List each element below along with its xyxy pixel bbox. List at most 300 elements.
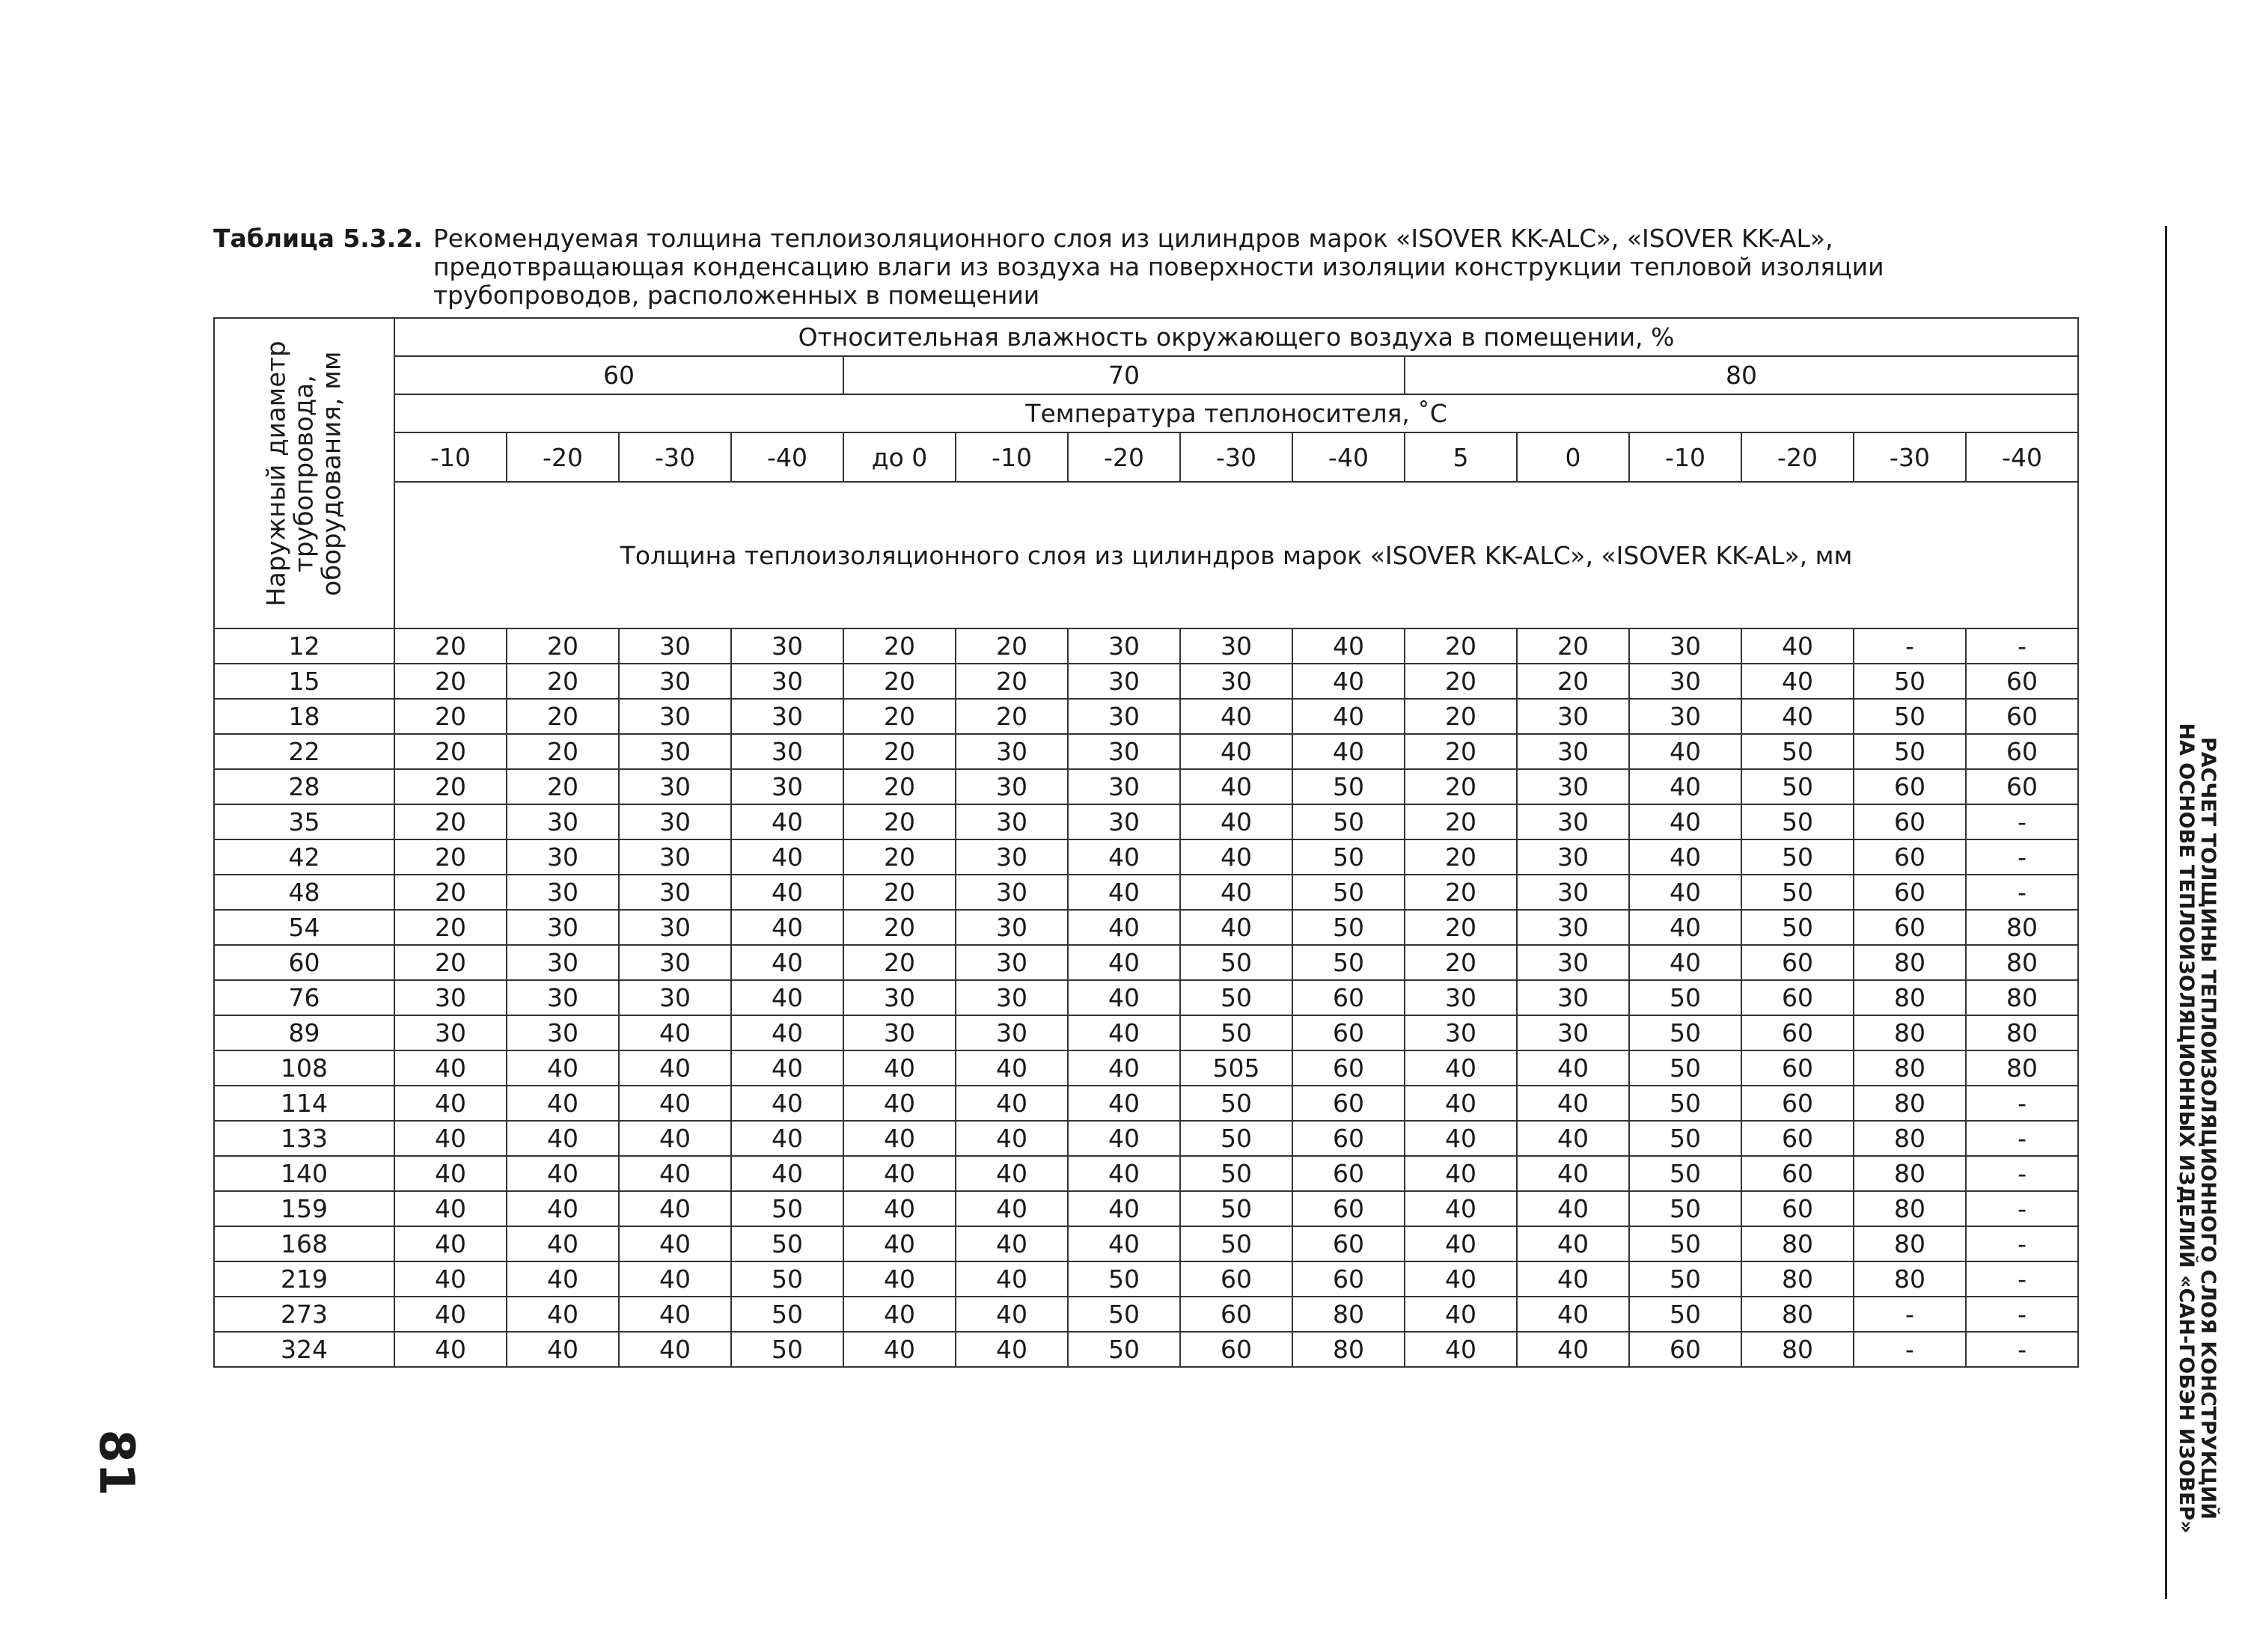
thickness-cell: 80 (1854, 1015, 1966, 1050)
thickness-cell: 50 (1629, 1191, 1741, 1226)
thickness-cell: 80 (1854, 1121, 1966, 1156)
thickness-cell: 40 (1068, 1086, 1180, 1121)
diameter-cell: 22 (214, 734, 394, 769)
thickness-cell: 30 (619, 945, 731, 980)
diameter-cell: 324 (214, 1332, 394, 1367)
thickness-cell: 30 (1180, 628, 1292, 664)
thickness-cell: 50 (1629, 1015, 1741, 1050)
side-title-line-2: НА ОСНОВЕ ТЕПЛОИЗОЛЯЦИОННЫХ ИЗДЕЛИЙ «САН-ГОБЭН ИЗОВЕР» (2175, 723, 2198, 1534)
thickness-cell: 30 (1629, 628, 1741, 664)
thickness-cell: 40 (1629, 945, 1741, 980)
thickness-cell: - (1966, 1261, 2078, 1297)
thickness-cell: 30 (731, 699, 843, 734)
thickness-cell: 40 (843, 1156, 956, 1191)
thickness-cell: - (1966, 839, 2078, 875)
thickness-cell: 30 (731, 734, 843, 769)
thickness-cell: 20 (394, 664, 507, 699)
thickness-cell: 40 (1629, 875, 1741, 910)
diameter-cell: 12 (214, 628, 394, 664)
thickness-cell: 30 (1517, 804, 1629, 839)
thickness-cell: 50 (1292, 910, 1405, 945)
thickness-cell: 40 (507, 1050, 619, 1086)
thickness-cell: 50 (1629, 1086, 1741, 1121)
thickness-cell: 40 (507, 1121, 619, 1156)
thickness-cell: 40 (394, 1156, 507, 1191)
thickness-cell: 80 (1741, 1261, 1854, 1297)
thickness-cell: 30 (956, 1015, 1068, 1050)
diameter-cell: 42 (214, 839, 394, 875)
thickness-cell: 40 (1405, 1050, 1517, 1086)
thickness-cell: 20 (394, 910, 507, 945)
table-row (214, 1121, 2078, 1156)
thickness-cell: 30 (956, 980, 1068, 1015)
side-divider (2165, 226, 2167, 1599)
thickness-cell: 40 (731, 839, 843, 875)
thickness-cell: 40 (619, 1261, 731, 1297)
thickness-cell: 30 (394, 980, 507, 1015)
table-caption (213, 224, 2084, 310)
thickness-cell: 40 (843, 1226, 956, 1261)
thickness-cell: 50 (1741, 734, 1854, 769)
thickness-cell: 20 (507, 628, 619, 664)
thickness-cell: 40 (1292, 664, 1405, 699)
thickness-cell: 50 (1629, 1121, 1741, 1156)
temperature-cell: -40 (1966, 432, 2078, 482)
thickness-cell: 30 (1517, 769, 1629, 804)
humidity-group-80: 80 (1405, 356, 2078, 394)
thickness-cell: 50 (1180, 1226, 1292, 1261)
thickness-cell: 40 (956, 1050, 1068, 1086)
thickness-cell: 30 (1068, 699, 1180, 734)
thickness-cell: 40 (731, 910, 843, 945)
thickness-cell: 30 (843, 1015, 956, 1050)
thickness-cell: 30 (619, 910, 731, 945)
thickness-cell: 30 (619, 980, 731, 1015)
thickness-cell: 50 (1741, 910, 1854, 945)
diameter-cell: 54 (214, 910, 394, 945)
thickness-cell: 20 (956, 664, 1068, 699)
thickness-cell: 20 (843, 910, 956, 945)
thickness-cell: 40 (1292, 734, 1405, 769)
thickness-cell: 30 (619, 628, 731, 664)
diameter-cell: 35 (214, 804, 394, 839)
table-row (214, 769, 2078, 804)
thickness-cell: 60 (1292, 1191, 1405, 1226)
thickness-cell: 60 (1741, 1121, 1854, 1156)
table-row (214, 910, 2078, 945)
thickness-cell: 50 (1292, 804, 1405, 839)
table-row (214, 1050, 2078, 1086)
thickness-cell: 50 (1854, 664, 1966, 699)
thickness-cell: 40 (394, 1226, 507, 1261)
thickness-cell: 40 (1517, 1226, 1629, 1261)
thickness-cell: 80 (1854, 1226, 1966, 1261)
thickness-cell: 50 (1180, 980, 1292, 1015)
thickness-cell: 40 (619, 1086, 731, 1121)
thickness-cell: 40 (1405, 1332, 1517, 1367)
thickness-cell: 20 (394, 734, 507, 769)
thickness-cell: 505 (1180, 1050, 1292, 1086)
table-row (214, 1332, 2078, 1367)
thickness-cell: 30 (1629, 699, 1741, 734)
thickness-cell: 40 (619, 1050, 731, 1086)
thickness-cell: 60 (1854, 804, 1966, 839)
row-header-text: Наружный диаметр трубопровода, оборудования, мм (261, 340, 346, 607)
thickness-cell: 40 (394, 1332, 507, 1367)
thickness-cell: 30 (619, 839, 731, 875)
thickness-cell: 40 (956, 1226, 1068, 1261)
thickness-cell: 50 (1180, 1191, 1292, 1226)
thickness-cell: 20 (507, 699, 619, 734)
thickness-cell: 30 (1068, 664, 1180, 699)
temperature-cell: -30 (1180, 432, 1292, 482)
thickness-cell: 50 (1741, 769, 1854, 804)
thickness-cell: 40 (1517, 1156, 1629, 1191)
thickness-cell: 20 (394, 839, 507, 875)
thickness-cell: 60 (1292, 1050, 1405, 1086)
thickness-cell: 40 (956, 1261, 1068, 1297)
temperature-cell: до 0 (843, 432, 956, 482)
thickness-cell: 40 (1068, 1050, 1180, 1086)
thickness-cell: 40 (1068, 945, 1180, 980)
thickness-cell: - (1966, 1297, 2078, 1332)
thickness-cell: 40 (1180, 699, 1292, 734)
thickness-cell: 30 (507, 980, 619, 1015)
table-row (214, 875, 2078, 910)
thickness-cell: 80 (1854, 1156, 1966, 1191)
thickness-cell: 40 (731, 1086, 843, 1121)
thickness-cell: 50 (1180, 1015, 1292, 1050)
thickness-cell: 40 (1741, 628, 1854, 664)
thickness-cell: 30 (619, 664, 731, 699)
thickness-cell: 30 (1068, 804, 1180, 839)
thickness-cell: 30 (507, 804, 619, 839)
thickness-cell: 50 (1854, 734, 1966, 769)
thickness-cell: 40 (1517, 1332, 1629, 1367)
thickness-cell: 30 (1517, 980, 1629, 1015)
thickness-cell: 20 (843, 945, 956, 980)
table-row (214, 1191, 2078, 1226)
diameter-cell: 219 (214, 1261, 394, 1297)
thickness-cell: - (1854, 1297, 1966, 1332)
thickness-cell: 40 (1517, 1050, 1629, 1086)
thickness-cell: 50 (1180, 1086, 1292, 1121)
table-row (214, 1261, 2078, 1297)
thickness-cell: 20 (843, 839, 956, 875)
thickness-cell: 40 (1180, 875, 1292, 910)
thickness-cell: 60 (1854, 839, 1966, 875)
thickness-cell: 30 (507, 910, 619, 945)
thickness-cell: 40 (843, 1086, 956, 1121)
thickness-cell: 30 (1405, 980, 1517, 1015)
thickness-cell: 40 (956, 1086, 1068, 1121)
diameter-cell: 89 (214, 1015, 394, 1050)
thickness-cell: 40 (1068, 910, 1180, 945)
thickness-cell: 40 (1180, 839, 1292, 875)
thickness-cell: 20 (507, 769, 619, 804)
thickness-cell: 40 (394, 1050, 507, 1086)
thickness-cell: 40 (1180, 910, 1292, 945)
thickness-cell: 60 (1180, 1297, 1292, 1332)
thickness-cell: 60 (1180, 1261, 1292, 1297)
thickness-cell: 80 (1966, 910, 2078, 945)
thickness-cell: 40 (394, 1297, 507, 1332)
thickness-cell: - (1966, 1121, 2078, 1156)
thickness-cell: 40 (394, 1121, 507, 1156)
page-number: 81 (88, 1429, 144, 1496)
thickness-cell: 60 (1741, 1086, 1854, 1121)
thickness-cell: 40 (1405, 1226, 1517, 1261)
thickness-cell: 40 (1741, 699, 1854, 734)
thickness-cell: 80 (1741, 1226, 1854, 1261)
thickness-cell: 40 (843, 1261, 956, 1297)
thickness-cell: 80 (1966, 1015, 2078, 1050)
thickness-cell: 20 (1517, 664, 1629, 699)
humidity-group-70: 70 (843, 356, 1405, 394)
thickness-cell: 40 (843, 1121, 956, 1156)
thickness-cell: 80 (1854, 1086, 1966, 1121)
thickness-cell: 30 (956, 734, 1068, 769)
thickness-cell: 40 (1517, 1086, 1629, 1121)
thickness-cell: 30 (619, 875, 731, 910)
thickness-cell: 50 (1068, 1332, 1180, 1367)
thickness-cell: 40 (507, 1156, 619, 1191)
thickness-cell: 30 (507, 945, 619, 980)
thickness-cell: 30 (731, 769, 843, 804)
thickness-cell: 50 (731, 1261, 843, 1297)
temperature-cell: -10 (394, 432, 507, 482)
table-row (214, 628, 2078, 664)
thickness-cell: 60 (1741, 1156, 1854, 1191)
thickness-cell: 40 (507, 1297, 619, 1332)
thickness-cell: 60 (1854, 910, 1966, 945)
thickness-cell: 60 (1741, 1191, 1854, 1226)
thickness-cell: 30 (956, 839, 1068, 875)
thickness-cell: 50 (1629, 980, 1741, 1015)
thickness-cell: 40 (1517, 1191, 1629, 1226)
thickness-cell: 60 (1741, 1050, 1854, 1086)
thickness-cell: 30 (507, 839, 619, 875)
thickness-cell: 80 (1854, 1050, 1966, 1086)
thickness-cell: 40 (1629, 769, 1741, 804)
thickness-cell: 80 (1854, 945, 1966, 980)
thickness-cell: - (1966, 628, 2078, 664)
thickness-cell: 20 (1405, 804, 1517, 839)
thickness-cell: 40 (1068, 1191, 1180, 1226)
thickness-cell: 20 (1405, 875, 1517, 910)
thickness-cell: 40 (956, 1121, 1068, 1156)
thickness-cell: 50 (731, 1191, 843, 1226)
thickness-cell: 40 (619, 1156, 731, 1191)
thickness-cell: 30 (1517, 945, 1629, 980)
thickness-cell: 30 (507, 1015, 619, 1050)
side-chapter-title (2175, 605, 2219, 1652)
thickness-cell: 30 (1517, 734, 1629, 769)
thickness-cell: 30 (1629, 664, 1741, 699)
thickness-cell: 60 (1292, 1261, 1405, 1297)
thickness-cell: 40 (1405, 1191, 1517, 1226)
table-row (214, 699, 2078, 734)
thickness-cell: - (1854, 628, 1966, 664)
thickness-cell: - (1966, 1332, 2078, 1367)
thickness-cell: 60 (1292, 1121, 1405, 1156)
thickness-cell: 30 (619, 769, 731, 804)
thickness-cell: 80 (1292, 1297, 1405, 1332)
table-row (214, 945, 2078, 980)
table-caption-text: Рекомендуемая толщина теплоизоляционного слоя из цилиндров марок «ISOVER KK-ALC», «ISOVER KK-AL», предотвращающая конденсацию влаги из воздуха на поверхности изоляции конструкции тепловой изоляции трубопроводов, расположенных в помещении (433, 224, 1884, 310)
temperature-row (214, 432, 2078, 482)
diameter-cell: 15 (214, 664, 394, 699)
thickness-cell: - (1966, 1086, 2078, 1121)
thickness-cell: 40 (619, 1297, 731, 1332)
thickness-cell: 80 (1966, 1050, 2078, 1086)
thickness-cell: 40 (1180, 734, 1292, 769)
thickness-cell: 40 (731, 1121, 843, 1156)
diameter-cell: 114 (214, 1086, 394, 1121)
thickness-cell: 30 (619, 699, 731, 734)
thickness-cell: 40 (1292, 699, 1405, 734)
thickness-cell: 50 (1292, 769, 1405, 804)
thickness-cell: 30 (1068, 769, 1180, 804)
thickness-cell: 40 (1405, 1121, 1517, 1156)
thickness-cell: 30 (1517, 699, 1629, 734)
thickness-cell: 30 (956, 875, 1068, 910)
thickness-cell: 50 (1629, 1050, 1741, 1086)
thickness-cell: 40 (843, 1332, 956, 1367)
thickness-cell: - (1854, 1332, 1966, 1367)
thickness-cell: 20 (956, 699, 1068, 734)
thickness-cell: 30 (1517, 875, 1629, 910)
diameter-cell: 168 (214, 1226, 394, 1261)
thickness-label: Толщина теплоизоляционного слоя из цилиндров марок «ISOVER KK-ALC», «ISOVER KK-AL», мм (394, 482, 2078, 628)
thickness-cell: 20 (843, 769, 956, 804)
temperature-cell: 5 (1405, 432, 1517, 482)
thickness-cell: 60 (1966, 734, 2078, 769)
thickness-cell: 50 (1292, 945, 1405, 980)
thickness-cell: 40 (1629, 734, 1741, 769)
thickness-cell: 40 (394, 1261, 507, 1297)
thickness-cell: 40 (507, 1261, 619, 1297)
thickness-cell: 60 (1741, 1015, 1854, 1050)
thickness-cell: 40 (1629, 910, 1741, 945)
thickness-cell: 40 (731, 980, 843, 1015)
thickness-cell: 40 (1068, 839, 1180, 875)
thickness-cell: 30 (394, 1015, 507, 1050)
diameter-cell: 108 (214, 1050, 394, 1086)
thickness-cell: 50 (1854, 699, 1966, 734)
thickness-cell: 20 (394, 945, 507, 980)
temperature-cell: -20 (1068, 432, 1180, 482)
thickness-cell: 30 (843, 980, 956, 1015)
thickness-cell: 20 (394, 875, 507, 910)
thickness-cell: 20 (843, 875, 956, 910)
thickness-cell: 20 (843, 664, 956, 699)
temperature-cell: -30 (619, 432, 731, 482)
thickness-cell: 20 (507, 734, 619, 769)
diameter-cell: 76 (214, 980, 394, 1015)
table-row (214, 1226, 2078, 1261)
thickness-cell: 40 (507, 1191, 619, 1226)
thickness-cell: 40 (619, 1121, 731, 1156)
thickness-cell: 40 (1180, 804, 1292, 839)
thickness-cell: 30 (956, 804, 1068, 839)
thickness-cell: 80 (1741, 1332, 1854, 1367)
thickness-cell: 30 (1068, 628, 1180, 664)
thickness-cell: 30 (507, 875, 619, 910)
thickness-cell: 50 (1629, 1261, 1741, 1297)
thickness-cell: 50 (1292, 875, 1405, 910)
thickness-cell: 40 (731, 804, 843, 839)
thickness-cell: 30 (1405, 1015, 1517, 1050)
thickness-cell: 20 (507, 664, 619, 699)
table-row (214, 734, 2078, 769)
thickness-cell: 20 (843, 628, 956, 664)
temperature-cell: -10 (1629, 432, 1741, 482)
thickness-cell: 20 (394, 628, 507, 664)
diameter-cell: 18 (214, 699, 394, 734)
thickness-cell: 60 (1966, 664, 2078, 699)
thickness-cell: 80 (1854, 1191, 1966, 1226)
thickness-cell: 40 (619, 1332, 731, 1367)
thickness-cell: 40 (507, 1332, 619, 1367)
thickness-cell: 40 (1517, 1261, 1629, 1297)
thickness-cell: 50 (1068, 1261, 1180, 1297)
thickness-cell: 50 (1741, 839, 1854, 875)
thickness-cell: 40 (1405, 1086, 1517, 1121)
temperature-header: Температура теплоносителя, ˚С (394, 394, 2078, 432)
thickness-cell: 40 (1629, 839, 1741, 875)
thickness-cell: 40 (1068, 1226, 1180, 1261)
thickness-cell: - (1966, 1156, 2078, 1191)
thickness-cell: 40 (956, 1156, 1068, 1191)
thickness-cell: 40 (1068, 875, 1180, 910)
thickness-cell: 20 (394, 699, 507, 734)
diameter-cell: 60 (214, 945, 394, 980)
thickness-cell: 30 (731, 628, 843, 664)
thickness-cell: 80 (1854, 1261, 1966, 1297)
thickness-cell: 50 (1180, 1156, 1292, 1191)
thickness-cell: 20 (1405, 769, 1517, 804)
thickness-cell: 80 (1966, 945, 2078, 980)
diameter-cell: 273 (214, 1297, 394, 1332)
thickness-cell: 40 (731, 945, 843, 980)
thickness-cell: 50 (1629, 1226, 1741, 1261)
table-row (214, 1086, 2078, 1121)
thickness-cell: 40 (1629, 804, 1741, 839)
thickness-cell: 50 (731, 1226, 843, 1261)
thickness-cell: 50 (1741, 804, 1854, 839)
thickness-cell: 40 (1741, 664, 1854, 699)
humidity-header: Относительная влажность окружающего воздуха в помещении, % (394, 318, 2078, 356)
thickness-cell: 60 (1741, 945, 1854, 980)
thickness-cell: 50 (1629, 1297, 1741, 1332)
thickness-cell: 40 (731, 875, 843, 910)
thickness-cell: 40 (1068, 980, 1180, 1015)
thickness-cell: 50 (731, 1332, 843, 1367)
thickness-cell: 30 (1517, 910, 1629, 945)
thickness-cell: - (1966, 1191, 2078, 1226)
thickness-cell: 20 (1405, 699, 1517, 734)
thickness-cell: 30 (731, 664, 843, 699)
side-title-line-1: РАСЧЕТ ТОЛЩИНЫ ТЕПЛОИЗОЛЯЦИОННОГО СЛОЯ КОНСТРУКЦИЙ (2196, 737, 2220, 1520)
thickness-cell: 40 (1517, 1121, 1629, 1156)
thickness-cell: 20 (1405, 734, 1517, 769)
thickness-cell: 30 (1068, 734, 1180, 769)
diameter-cell: 28 (214, 769, 394, 804)
diameter-cell: 140 (214, 1156, 394, 1191)
thickness-cell: 40 (507, 1086, 619, 1121)
thickness-cell: 20 (394, 804, 507, 839)
